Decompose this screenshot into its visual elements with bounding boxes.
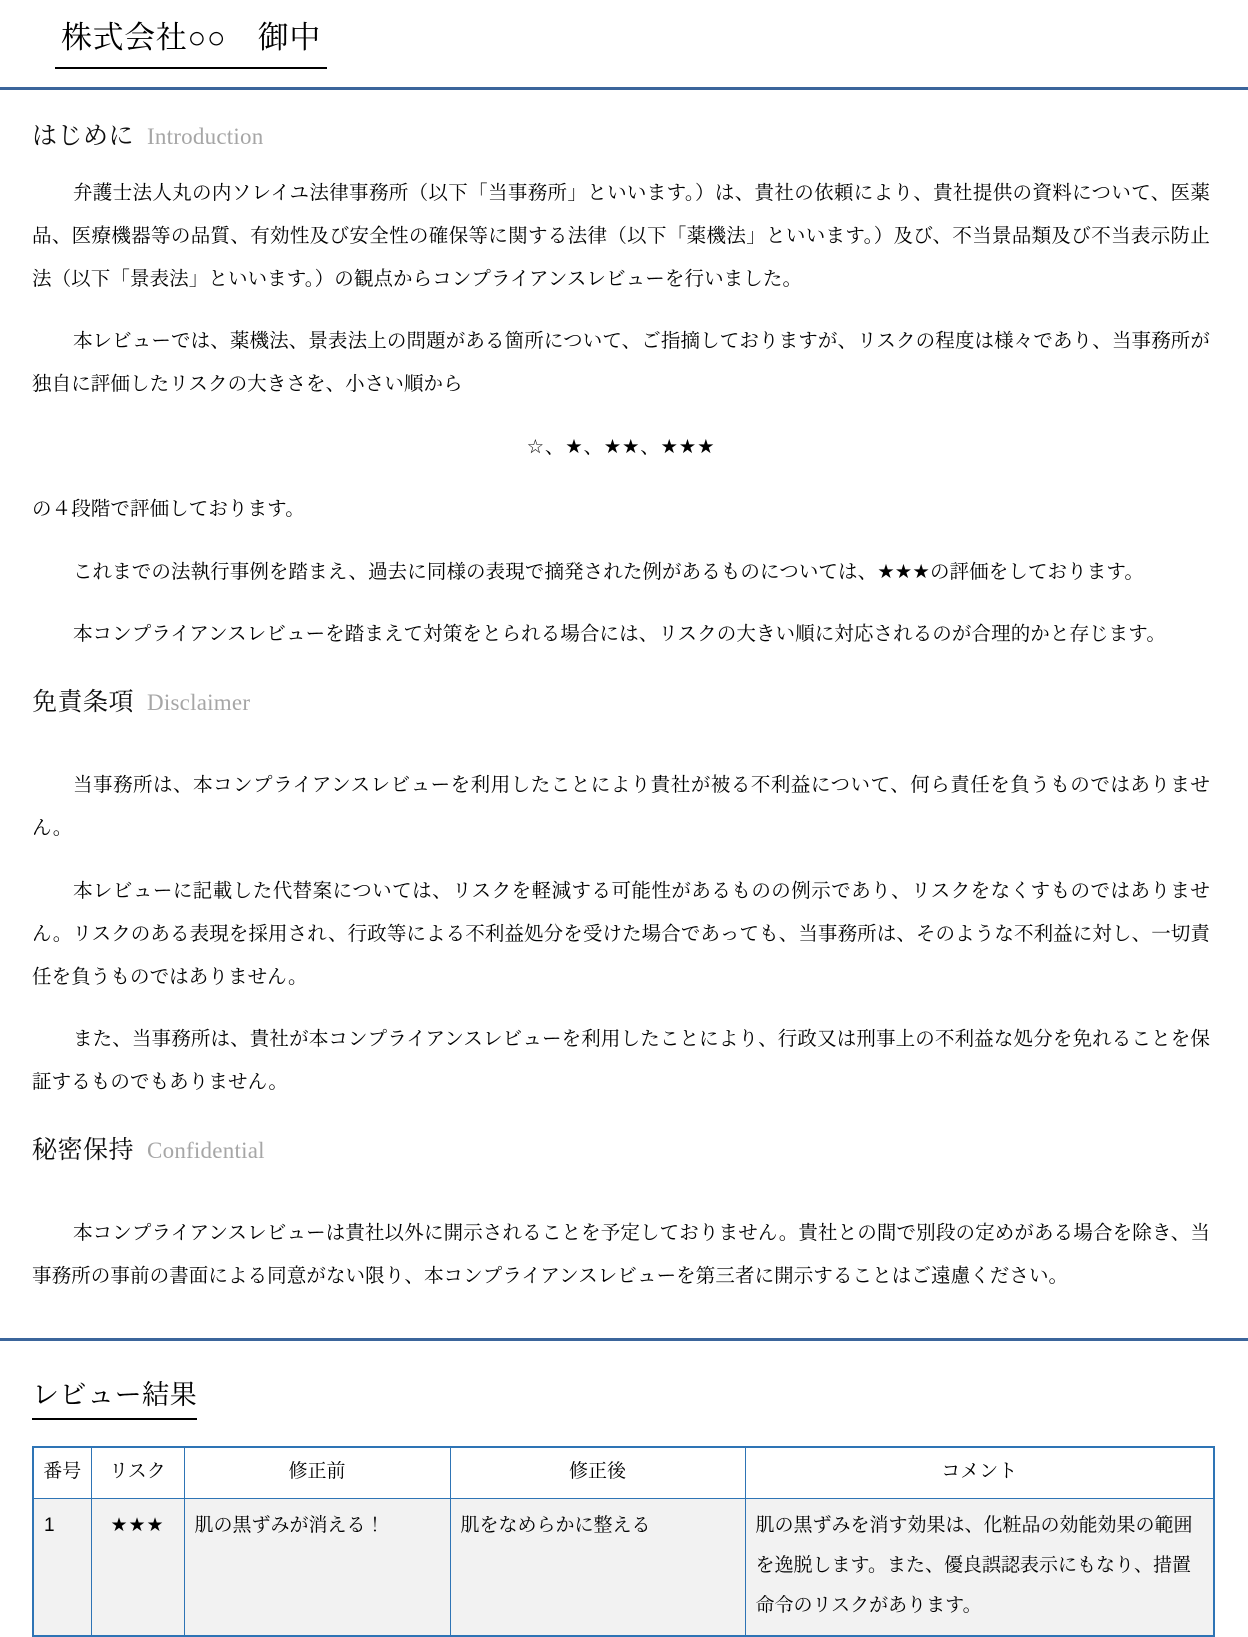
paragraph: 本コンプライアンスレビューを踏まえて対策をとられる場合には、リスクの大きい順に対応されるのが合理的かと存じます。 [72, 623, 1166, 646]
table-header-row [33, 1447, 1214, 1499]
paragraph: 本コンプライアンスレビューは貴社以外に開示されることを予定しておりません。貴社との間で別段の定めがある場合を除き、当事務所の事前の書面による同意がない限り、本コンプライアンスレビューを第三者に開示することはご遠慮ください。 [32, 1222, 1210, 1288]
section-heading-confidential [32, 1134, 1248, 1167]
spacer [0, 1318, 1248, 1338]
review-results-table [32, 1446, 1215, 1637]
review-results-section [0, 1341, 1248, 1637]
section-heading-en: Confidential [147, 1138, 265, 1164]
cell-after: 肌をなめらかに整える [450, 1499, 745, 1637]
section-heading-jp: はじめに [32, 121, 135, 150]
section-body-disclaimer [32, 764, 1210, 1104]
paragraph: 本レビューに記載した代替案については、リスクを軽減する可能性があるものの例示であり、リスクをなくすものではありません。リスクのある表現を採用され、行政等による不利益処分を受けた場合であっても、当事務所は、そのような不利益に対し、一切責任を負うものではありません。 [32, 879, 1210, 988]
section-disclaimer [0, 686, 1248, 1104]
section-body-confidential [32, 1212, 1210, 1298]
section-heading-en: Introduction [147, 123, 264, 149]
section-introduction [0, 120, 1248, 657]
column-header-comment: コメント [745, 1447, 1214, 1499]
spacer [0, 725, 1248, 745]
paragraph: 本レビューでは、薬機法、景表法上の問題がある箇所について、ご指摘しておりますが、リスクの程度は様々であり、当事務所が独自に評価したリスクの大きさを、小さい順から [32, 330, 1210, 396]
risk-scale-legend: ☆、★、★★、★★★ [526, 435, 716, 458]
cell-risk: ★★★ [91, 1499, 184, 1637]
section-heading-jp: 秘密保持 [32, 1136, 135, 1165]
cell-no: 1 [33, 1499, 91, 1637]
section-heading-introduction [32, 120, 1248, 153]
column-header-before: 修正前 [184, 1447, 450, 1499]
paragraph: また、当事務所は、貴社が本コンプライアンスレビューを利用したことにより、行政又は刑事上の不利益な処分を免れることを保証するものでもありません。 [32, 1028, 1210, 1094]
column-header-after: 修正後 [450, 1447, 745, 1499]
recipient-name: 株式会社○○ 御中 [55, 16, 327, 69]
section-heading-en: Disclaimer [147, 690, 251, 716]
paragraph: の４段階で評価しております。 [32, 498, 305, 521]
recipient-block [0, 0, 1248, 69]
section-heading-disclaimer [32, 686, 1248, 719]
cell-before: 肌の黒ずみが消える！ [184, 1499, 450, 1637]
header-divider [0, 87, 1248, 90]
section-heading-jp: 免責条項 [32, 688, 135, 717]
paragraph: 当事務所は、本コンプライアンスレビューを利用したことにより貴社が被る不利益について、何ら責任を負うものではありません。 [32, 774, 1210, 840]
table-row [33, 1499, 1214, 1637]
section-body-introduction [32, 172, 1210, 657]
paragraph: 弁護士法人丸の内ソレイユ法律事務所（以下「当事務所」といいます。）は、貴社の依頼により、貴社提供の資料について、医薬品、医療機器等の品質、有効性及び安全性の確保等に関する法律（以下「薬機法」といいます。）及び、不当景品類及び不当表示防止法（以下「景表法」といいます。）の観点からコンプライアンスレビューを行いました。 [32, 181, 1210, 290]
review-results-title: レビュー結果 [32, 1377, 197, 1420]
column-header-risk: リスク [91, 1447, 184, 1499]
column-header-no: 番号 [33, 1447, 91, 1499]
spacer [0, 1173, 1248, 1193]
section-confidential [0, 1134, 1248, 1298]
paragraph: これまでの法執行事例を踏まえ、過去に同様の表現で摘発された例があるものについては、★★★の評価をしております。 [72, 560, 1144, 583]
cell-comment: 肌の黒ずみを消す効果は、化粧品の効能効果の範囲を逸脱します。また、優良誤認表示にもなり、措置命令のリスクがあります。 [745, 1499, 1214, 1637]
